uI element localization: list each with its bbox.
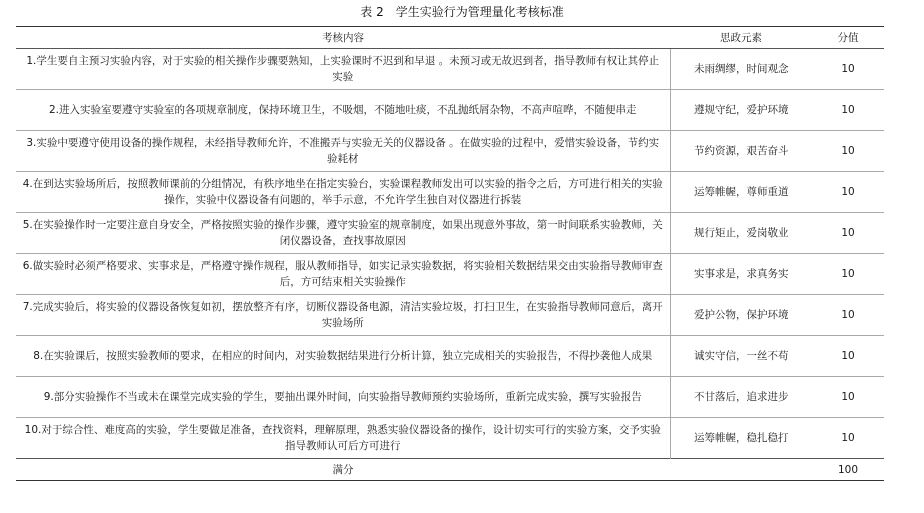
row-score: 10 <box>812 131 884 172</box>
row-element: 不甘落后，追求进步 <box>670 377 812 418</box>
table-row <box>16 295 884 336</box>
row-element: 实事求是，求真务实 <box>670 254 812 295</box>
row-element: 运筹帷幄，尊师重道 <box>670 172 812 213</box>
row-element: 遵规守纪，爱护环境 <box>670 90 812 131</box>
row-content: 3.实验中要遵守使用设备的操作规程，未经指导教师允许，不准搬弄与实验无关的仪器设备 。在做实验的过程中，爱惜实验设备，节约实验耗材 <box>16 131 670 172</box>
row-content: 9.部分实验操作不当或未在课堂完成实验的学生，要抽出课外时间，向实验指导教师预约实验场所，重新完成实验，撰写实验报告 <box>16 377 670 418</box>
row-score: 10 <box>812 172 884 213</box>
row-element: 运筹帷幄，稳扎稳打 <box>670 418 812 459</box>
header-content: 考核内容 <box>16 27 670 49</box>
row-score: 10 <box>812 295 884 336</box>
row-score: 10 <box>812 90 884 131</box>
table-row <box>16 49 884 90</box>
table-row <box>16 90 884 131</box>
row-content: 8.在实验课后，按照实验教师的要求，在相应的时间内，对实验数据结果进行分析计算，独立完成相关的实验报告，不得抄袭他人成果 <box>16 336 670 377</box>
header-score: 分值 <box>812 27 884 49</box>
table-row <box>16 377 884 418</box>
table-row <box>16 336 884 377</box>
row-score: 10 <box>812 254 884 295</box>
table-total-row <box>16 459 884 481</box>
total-score: 100 <box>812 459 884 481</box>
row-element: 诚实守信，一丝不苟 <box>670 336 812 377</box>
table-row <box>16 213 884 254</box>
table-caption: 表 2 学生实验行为管理量化考核标准 <box>360 5 564 19</box>
row-content: 6.做实验时必须严格要求、实事求是，严格遵守操作规程，服从教师指导，如实记录实验数据，将实验相关数据结果交由实验指导教师审查后，方可结束相关实验操作 <box>16 254 670 295</box>
table-row <box>16 254 884 295</box>
row-score: 10 <box>812 377 884 418</box>
total-empty <box>670 459 812 481</box>
assessment-table <box>16 26 884 481</box>
total-label: 满分 <box>16 459 670 481</box>
table-header-row <box>16 27 884 49</box>
row-element: 规行矩止，爱岗敬业 <box>670 213 812 254</box>
row-content: 5.在实验操作时一定要注意自身安全，严格按照实验的操作步骤，遵守实验室的规章制度，如果出现意外事故，第一时间联系实验教师，关闭仪器设备，查找事故原因 <box>16 213 670 254</box>
row-content: 10.对于综合性、难度高的实验，学生要做足准备，查找资料，理解原理，熟悉实验仪器设备的操作，设计切实可行的实验方案，交予实验指导教师认可后方可进行 <box>24 424 661 452</box>
table-row <box>16 172 884 213</box>
row-element: 节约资源，艰苦奋斗 <box>670 131 812 172</box>
table-row <box>16 131 884 172</box>
row-score: 10 <box>812 49 884 90</box>
row-content: 1.学生要自主预习实验内容，对于实验的相关操作步骤要熟知，上实验课时不迟到和早退 。未预习或无故迟到者，指导教师有权让其停止实验 <box>16 49 670 90</box>
row-content: 7.完成实验后，将实验的仪器设备恢复如初，摆放整齐有序，切断仪器设备电源，清洁实验垃圾，打扫卫生，在实验指导教师同意后，离开实验场所 <box>16 295 670 336</box>
row-content: 2.进入实验室要遵守实验室的各项规章制度，保持环境卫生，不吸烟，不随地吐痰，不乱抛纸屑杂物，不高声喧哗，不随便串走 <box>16 90 670 131</box>
row-score: 10 <box>812 213 884 254</box>
row-score: 10 <box>841 432 855 444</box>
row-score: 10 <box>812 336 884 377</box>
table-row <box>16 418 884 459</box>
row-content: 4.在到达实验场所后，按照教师课前的分组情况，有秩序地坐在指定实验台，实验课程教师发出可以实验的指令之后，方可进行相关的实验操作，实验中仪器设备有问题的，举手示意，不允许学生独自对仪器进行拆装 <box>16 172 670 213</box>
header-element: 思政元素 <box>670 27 812 49</box>
row-element: 爱护公物，保护环境 <box>670 295 812 336</box>
row-element: 未雨绸缪，时间观念 <box>670 49 812 90</box>
